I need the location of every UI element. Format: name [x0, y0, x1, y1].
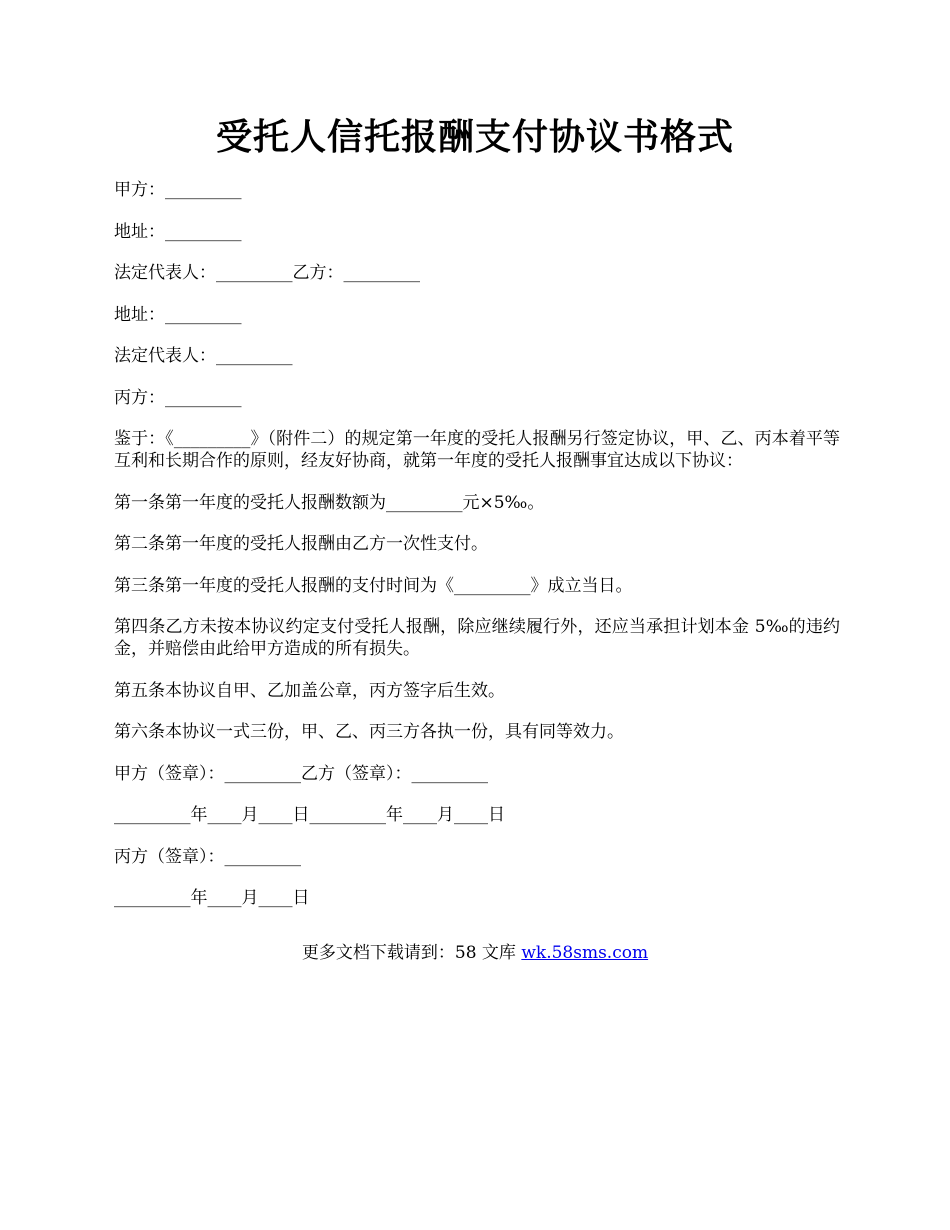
- signature-date-c-line: _________年____月____日: [114, 888, 310, 908]
- signature-party-c-line: 丙方（签章）：_________: [114, 846, 301, 867]
- signature-party-a-b-line: 甲方（签章）：_________乙方（签章）：_________: [114, 763, 488, 784]
- party-b-representative-line: 法定代表人：_________: [114, 346, 293, 366]
- party-a-representative-party-b-line: 法定代表人：_________乙方：_________: [114, 263, 420, 283]
- party-a-address-line: 地址：_________: [114, 221, 242, 242]
- preamble-paragraph: 鉴于：《_________》（附件二）的规定第一年度的受托人报酬另行签定协议，甲、乙、丙本着平等互利和长期合作的原则，经友好协商，就第一年度的受托人报酬事宜达成以下协议：: [114, 429, 840, 471]
- document-body: [114, 179, 840, 929]
- signature-date-a-b-line: _________年____月____日_________年____月____日: [114, 805, 505, 825]
- article-3: 第三条第一年度的受托人报酬的支付时间为《_________》成立当日。: [114, 575, 633, 596]
- article-2: 第二条第一年度的受托人报酬由乙方一次性支付。: [114, 534, 488, 554]
- article-4: 第四条乙方未按本协议约定支付受托人报酬，除应继续履行外，还应当承担计划本金 5‰的违约金，并赔偿由此给甲方造成的所有损失。: [114, 617, 840, 659]
- party-c-line: 丙方：_________: [114, 387, 242, 408]
- article-6: 第六条本协议一式三份，甲、乙、丙三方各执一份，具有同等效力。: [114, 722, 624, 742]
- party-a-line: 甲方：_________: [114, 180, 242, 200]
- footer-note: [0, 942, 950, 964]
- article-1: 第一条第一年度的受托人报酬数额为_________元×5‰。: [114, 492, 545, 513]
- document-title: 受托人信托报酬支付协议书格式: [215, 116, 734, 158]
- party-b-address-line: 地址：_________: [114, 304, 242, 325]
- footer-prefix: 更多文档下载请到：58 文库: [301, 943, 522, 963]
- footer-link[interactable]: wk.58sms.com: [521, 943, 649, 963]
- article-5: 第五条本协议自甲、乙加盖公章，丙方签字后生效。: [114, 680, 505, 701]
